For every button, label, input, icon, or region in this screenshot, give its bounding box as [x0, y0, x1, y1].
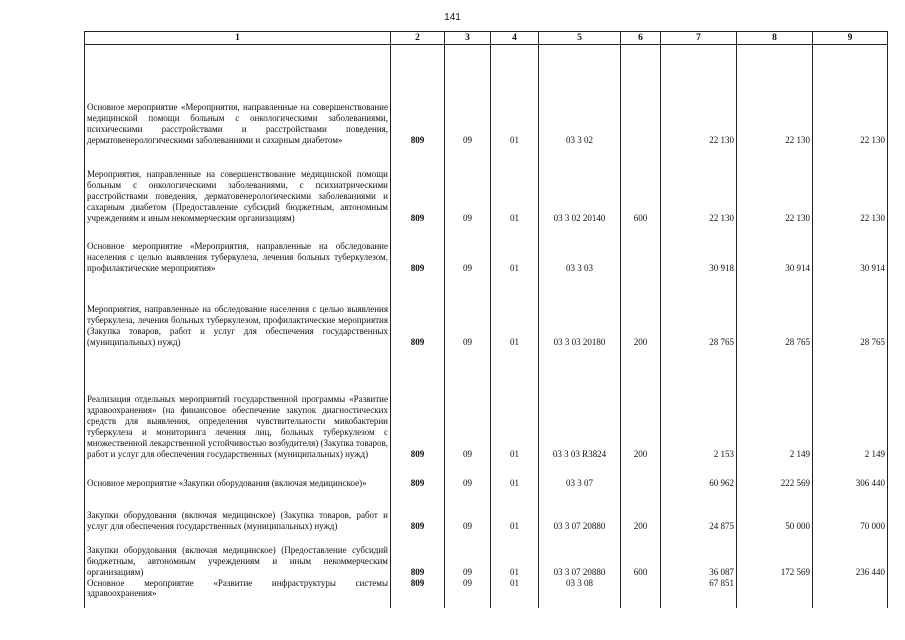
row-ministry: 809 [391, 532, 445, 578]
table-row [85, 489, 888, 532]
row-ministry: 809 [391, 348, 445, 460]
row-ministry: 809 [391, 489, 445, 532]
row-description: Мероприятия, направленные на совершенствование медицинской помощи больным с онкологическими заболеваниями, с психиатрическими расстройствами поведения, дерматовенерологическими заболеваниями и сахарным диабетом (Предоставление субсидий бюджетным, автономным учреждениям и иным некоммерческим организациям) [85, 146, 391, 224]
row-description: Основное мероприятие «Мероприятия, направленные на обследование населения с целью выявления туберкулеза, лечения больных туберкулезом, профилактические мероприятия» [85, 224, 391, 274]
row-ministry: 809 [391, 460, 445, 489]
row-amount-3: 28 765 [813, 274, 888, 348]
table-row [85, 274, 888, 348]
col-header-3: 3 [445, 32, 491, 45]
row-section: 09 [445, 489, 491, 532]
row-amount-1: 36 087 [661, 532, 737, 578]
table-row [85, 532, 888, 578]
row-ministry: 809 [391, 274, 445, 348]
row-amount-3: 2 149 [813, 348, 888, 460]
row-subsection: 01 [491, 274, 539, 348]
row-section: 09 [445, 578, 491, 608]
row-expense-type: 600 [621, 532, 661, 578]
page-number: 141 [444, 12, 461, 23]
row-expense-type [621, 224, 661, 274]
row-subsection: 01 [491, 348, 539, 460]
row-target: 03 3 03 [539, 224, 621, 274]
row-expense-type: 200 [621, 348, 661, 460]
row-description: Основное мероприятие «Закупки оборудования (включая медицинское)» [85, 460, 391, 489]
budget-table [84, 31, 888, 608]
col-header-9: 9 [813, 32, 888, 45]
row-expense-type [621, 578, 661, 608]
row-amount-1: 30 918 [661, 224, 737, 274]
row-subsection: 01 [491, 146, 539, 224]
row-target: 03 3 03 R3824 [539, 348, 621, 460]
row-amount-2: 172 569 [737, 532, 813, 578]
row-description: Мероприятия, направленные на обследование населения с целью выявления туберкулеза, лечения больных туберкулезом, профилактические мероприятия (Закупка товаров, работ и услуг для обеспечения государственных (муниципальных) нужд) [85, 274, 391, 348]
row-description: Закупки оборудования (включая медицинское) (Закупка товаров, работ и услуг для обеспечения государственных (муниципальных) нужд) [85, 489, 391, 532]
row-section: 09 [445, 532, 491, 578]
col-header-1: 1 [85, 32, 391, 45]
table-row [85, 224, 888, 274]
row-expense-type [621, 460, 661, 489]
row-amount-1: 2 153 [661, 348, 737, 460]
row-target: 03 3 07 20880 [539, 532, 621, 578]
row-expense-type: 600 [621, 146, 661, 224]
row-amount-2: 22 130 [737, 45, 813, 146]
row-amount-2: 30 914 [737, 224, 813, 274]
row-amount-3: 30 914 [813, 224, 888, 274]
row-description: Закупки оборудования (включая медицинское) (Предоставление субсидий бюджетным, автономным учреждениям и иным некоммерческим организациям) [85, 532, 391, 578]
row-section: 09 [445, 348, 491, 460]
row-amount-2: 2 149 [737, 348, 813, 460]
row-ministry: 809 [391, 45, 445, 146]
col-header-5: 5 [539, 32, 621, 45]
table-row [85, 146, 888, 224]
row-amount-2: 28 765 [737, 274, 813, 348]
row-amount-1: 22 130 [661, 45, 737, 146]
row-amount-1: 24 875 [661, 489, 737, 532]
col-header-7: 7 [661, 32, 737, 45]
row-amount-1: 28 765 [661, 274, 737, 348]
row-description: Основное мероприятие «Мероприятия, направленные на совершенствование медицинской помощи больным с онкологическими заболеваниями, психическими расстройствами и расстройствами поведения, дерматовенерологическими заболеваниями и сахарным диабетом» [85, 45, 391, 146]
row-amount-2: 22 130 [737, 146, 813, 224]
row-section: 09 [445, 224, 491, 274]
row-expense-type: 200 [621, 489, 661, 532]
row-amount-3: 236 440 [813, 532, 888, 578]
row-section: 09 [445, 45, 491, 146]
row-target: 03 3 07 [539, 460, 621, 489]
row-subsection: 01 [491, 45, 539, 146]
header-row [85, 32, 888, 45]
row-section: 09 [445, 146, 491, 224]
row-ministry: 809 [391, 146, 445, 224]
row-amount-1: 22 130 [661, 146, 737, 224]
row-subsection: 01 [491, 532, 539, 578]
row-amount-1: 67 851 [661, 578, 737, 608]
table-row [85, 45, 888, 146]
table-row [85, 578, 888, 608]
table-row [85, 348, 888, 460]
row-subsection: 01 [491, 460, 539, 489]
col-header-2: 2 [391, 32, 445, 45]
row-amount-3: 306 440 [813, 460, 888, 489]
col-header-6: 6 [621, 32, 661, 45]
row-expense-type [621, 45, 661, 146]
row-subsection: 01 [491, 489, 539, 532]
row-description: Основное мероприятие «Развитие инфраструктуры системы здравоохранения» [85, 578, 391, 608]
row-expense-type: 200 [621, 274, 661, 348]
row-section: 09 [445, 274, 491, 348]
col-header-8: 8 [737, 32, 813, 45]
row-target: 03 3 08 [539, 578, 621, 608]
row-amount-1: 60 962 [661, 460, 737, 489]
row-target: 03 3 02 [539, 45, 621, 146]
row-subsection: 01 [491, 224, 539, 274]
row-description: Реализация отдельных мероприятий государственной программы «Развитие здравоохранения» (на финансовое обеспечение закупок диагностических средств для выявления, определения чувствительности микобактерии туберкулеза и мониторинга лечения лиц, больных туберкулезом с множественной лекарственной устойчивостью возбудителя) (Закупка товаров, работ и услуг для обеспечения государственных (муниципальных) нужд) [85, 348, 391, 460]
row-section: 09 [445, 460, 491, 489]
table-row [85, 460, 888, 489]
row-amount-2 [737, 578, 813, 608]
row-target: 03 3 02 20140 [539, 146, 621, 224]
row-amount-2: 222 569 [737, 460, 813, 489]
row-amount-3 [813, 578, 888, 608]
row-target: 03 3 07 20880 [539, 489, 621, 532]
row-subsection: 01 [491, 578, 539, 608]
row-target: 03 3 03 20180 [539, 274, 621, 348]
row-amount-3: 22 130 [813, 45, 888, 146]
row-amount-2: 50 000 [737, 489, 813, 532]
row-amount-3: 70 000 [813, 489, 888, 532]
row-ministry: 809 [391, 578, 445, 608]
row-amount-3: 22 130 [813, 146, 888, 224]
col-header-4: 4 [491, 32, 539, 45]
row-ministry: 809 [391, 224, 445, 274]
